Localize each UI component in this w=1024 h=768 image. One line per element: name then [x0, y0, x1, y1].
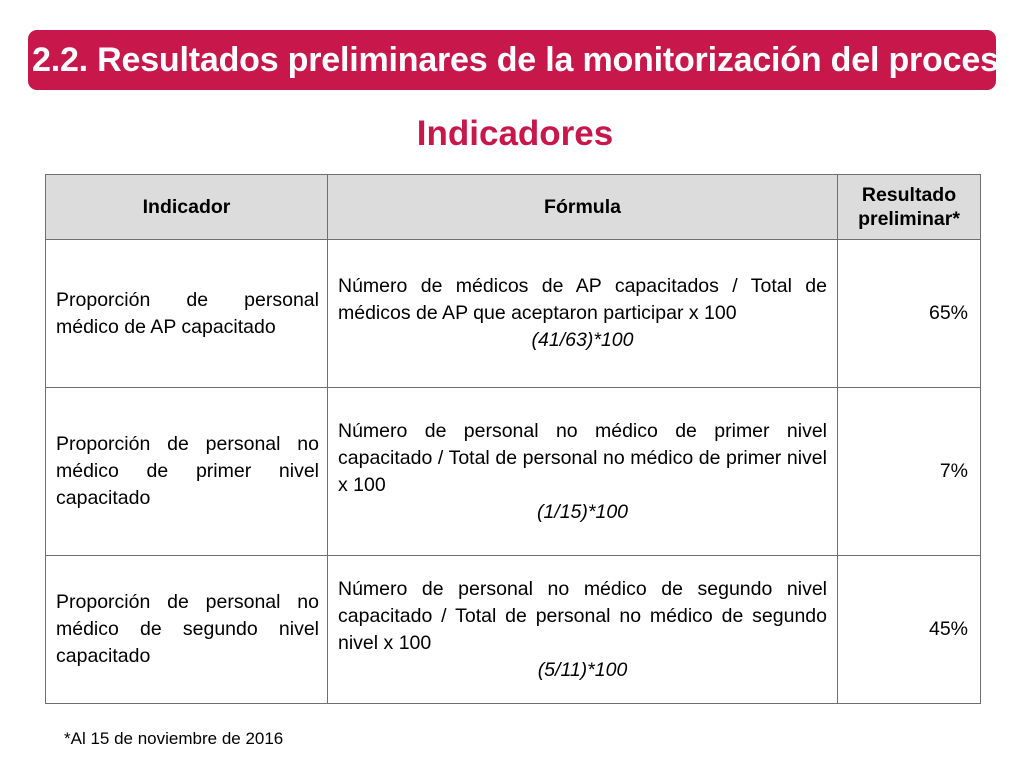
- column-header-formula: Fórmula: [328, 175, 838, 240]
- indicator-cell: Proporción de personal no médico de segundo nivel capacitado: [46, 556, 328, 704]
- table-row: [46, 388, 981, 556]
- column-header-result: Resultado preliminar*: [838, 175, 981, 240]
- formula-text: Número de personal no médico de segundo nivel capacitado / Total de personal no médico de segundo nivel x 100: [338, 577, 827, 654]
- table-row: [46, 240, 981, 388]
- title-banner: [28, 30, 1020, 90]
- formula-calculation: (41/63)*100: [531, 329, 634, 351]
- page-title: 2.2. Resultados preliminares de la monitorización del proceso: [32, 40, 1020, 79]
- formula-text: Número de personal no médico de primer nivel capacitado / Total de personal no médico de primer nivel x 100: [338, 419, 827, 496]
- formula-cell: [328, 240, 838, 388]
- formula-calculation: (5/11)*100: [537, 658, 628, 681]
- result-cell: 45%: [838, 556, 981, 704]
- table-header-row: [46, 175, 981, 240]
- indicators-table: [45, 174, 981, 704]
- formula-cell: [328, 388, 838, 556]
- formula-cell: [328, 556, 838, 704]
- result-cell: 7%: [838, 388, 981, 556]
- formula-calculation: (1/15)*100: [536, 500, 629, 523]
- footnote: *Al 15 de noviembre de 2016: [64, 729, 284, 748]
- section-subtitle: Indicadores: [416, 114, 614, 153]
- indicator-cell: Proporción de personal médico de AP capacitado: [46, 240, 328, 388]
- formula-text: Número de médicos de AP capacitados / Total de médicos de AP que aceptaron participar x 100: [338, 275, 827, 324]
- column-header-indicator: Indicador: [46, 175, 328, 240]
- indicator-cell: Proporción de personal no médico de primer nivel capacitado: [46, 388, 328, 556]
- result-cell: 65%: [838, 240, 981, 388]
- table-row: [46, 556, 981, 704]
